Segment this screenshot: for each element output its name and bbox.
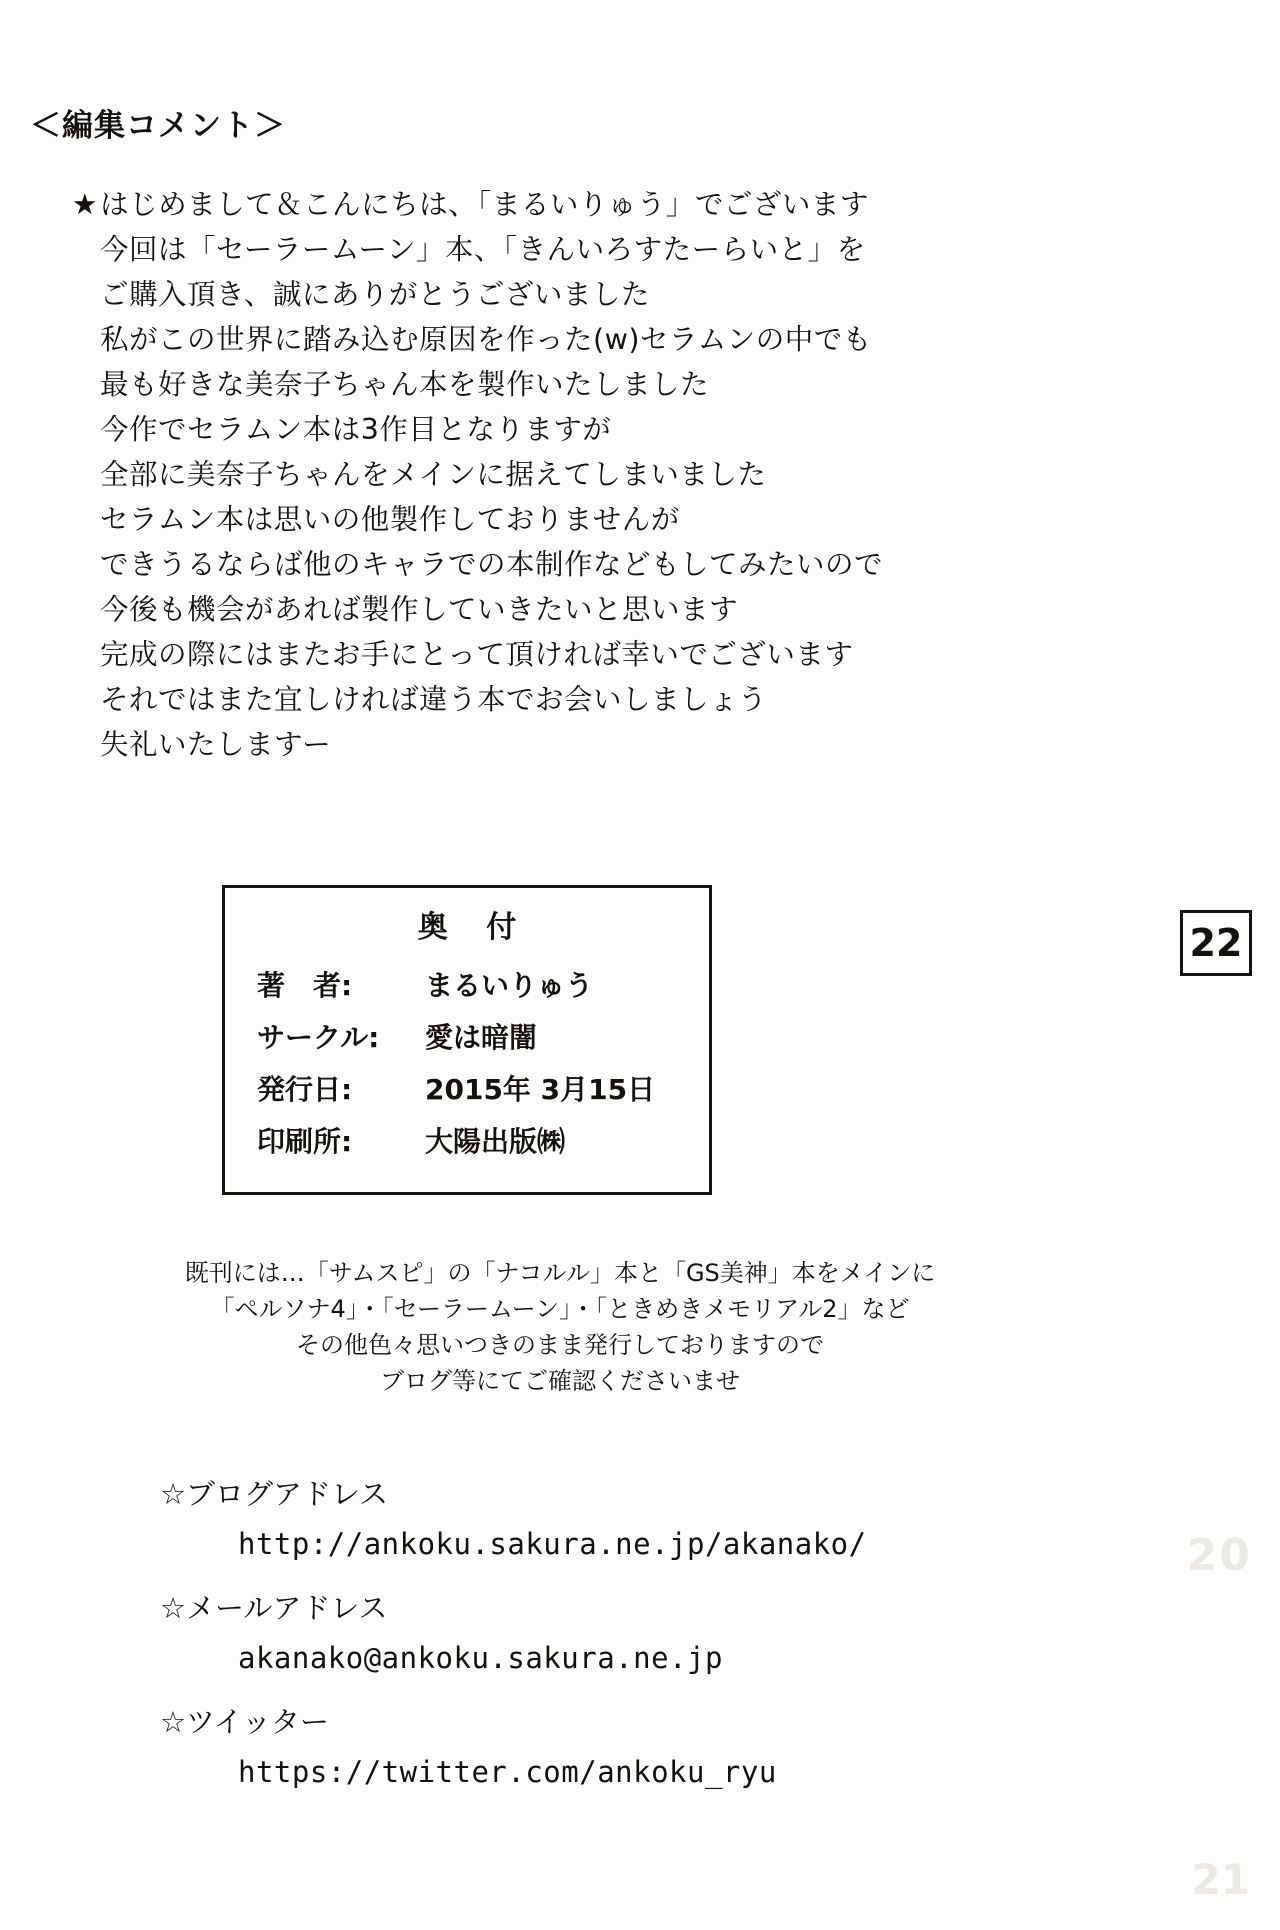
comment-line: 私がこの世界に踏み込む原因を作った(w)セラムンの中でも: [100, 323, 872, 356]
comment-line: 今作でセラムン本は3作目となりますが: [100, 413, 612, 446]
backlist-block: [0, 1255, 1120, 1399]
contact-label: [160, 1584, 1060, 1632]
comment-line: 失礼いたしますー: [100, 728, 332, 761]
editor-comment-block: [72, 182, 1072, 767]
blog-url[interactable]: http://ankoku.sakura.ne.jp/akanako/: [238, 1527, 867, 1561]
comment-line-text: はじめまして＆こんにちは、「まるいりゅう」でございます: [100, 188, 869, 221]
comment-line: セラムン本は思いの他製作しておりませんが: [100, 503, 680, 536]
backlist-line: 既刊には…「サムスピ」の「ナコルル」本と「GS美神」本をメインに: [184, 1259, 936, 1287]
twitter-url[interactable]: https://twitter.com/ankoku_ryu: [238, 1755, 777, 1789]
comment-line: 全部に美奈子ちゃんをメインに据えてしまいました: [100, 458, 767, 491]
contact-label-text: メールアドレス: [186, 1591, 388, 1625]
backlist-line: ブログ等にてご確認くださいませ: [380, 1367, 740, 1395]
colophon-label: サークル:: [257, 1021, 380, 1054]
colophon-value: まるいりゅう: [425, 969, 594, 1002]
colophon-title: 奥 付: [417, 910, 531, 945]
bleed-through-number-21: 21: [1191, 1855, 1250, 1904]
page-title: ＜編集コメント＞: [30, 108, 286, 144]
star-icon: ☆: [160, 1705, 186, 1739]
colophon-value: 2015年 3月15日: [425, 1073, 656, 1106]
colophon-row: [257, 1012, 709, 1064]
colophon-row: [257, 1116, 709, 1168]
colophon-row: [257, 960, 709, 1012]
comment-line: それではまた宜しければ違う本でお会いしましょう: [100, 683, 768, 716]
colophon-rows: [225, 960, 709, 1168]
backlist-line: その他色々思いつきのまま発行しておりますので: [296, 1331, 824, 1359]
star-icon: ★: [72, 188, 99, 221]
comment-line: できうるならば他のキャラでの本制作などもしてみたいので: [100, 548, 884, 581]
contact-twitter: [160, 1698, 1060, 1798]
colophon-row: [257, 1064, 709, 1116]
backlist-line: 「ペルソナ4」・「セーラームーン」・「ときめきメモリアル2」など: [210, 1295, 910, 1323]
star-icon: ☆: [160, 1477, 186, 1511]
comment-line: ご購入頂き、誠にありがとうございました: [100, 278, 650, 311]
comment-line: [72, 182, 1072, 227]
contact-mail: [160, 1584, 1060, 1684]
colophon-label: 印刷所:: [257, 1125, 353, 1158]
colophon-box: [222, 885, 712, 1195]
contact-label: [160, 1698, 1060, 1746]
page-number: 22: [1180, 910, 1252, 976]
contact-label-text: ブログアドレス: [186, 1477, 389, 1511]
contact-blog: [160, 1470, 1060, 1570]
comment-line: 最も好きな美奈子ちゃん本を製作いたしました: [100, 368, 710, 401]
contact-label-text: ツイッター: [186, 1705, 329, 1739]
bleed-through-number-20: 20: [1186, 1530, 1252, 1581]
comment-line: 今回は「セーラームーン」本、「きんいろすたーらいと」を: [100, 233, 866, 266]
email-address[interactable]: akanako@ankoku.sakura.ne.jp: [238, 1641, 723, 1675]
comment-line: 今後も機会があれば製作していきたいと思います: [100, 593, 739, 626]
colophon-value: 愛は暗闇: [425, 1021, 538, 1054]
comment-line: 完成の際にはまたお手にとって頂ければ幸いでございます: [100, 638, 854, 671]
contacts-block: [160, 1470, 1060, 1812]
star-icon: ☆: [160, 1591, 186, 1625]
colophon-label: 発行日:: [257, 1073, 353, 1106]
contact-label: [160, 1470, 1060, 1518]
colophon-label: 著 者:: [257, 969, 353, 1002]
colophon-value: 大陽出版㈱: [425, 1125, 566, 1158]
